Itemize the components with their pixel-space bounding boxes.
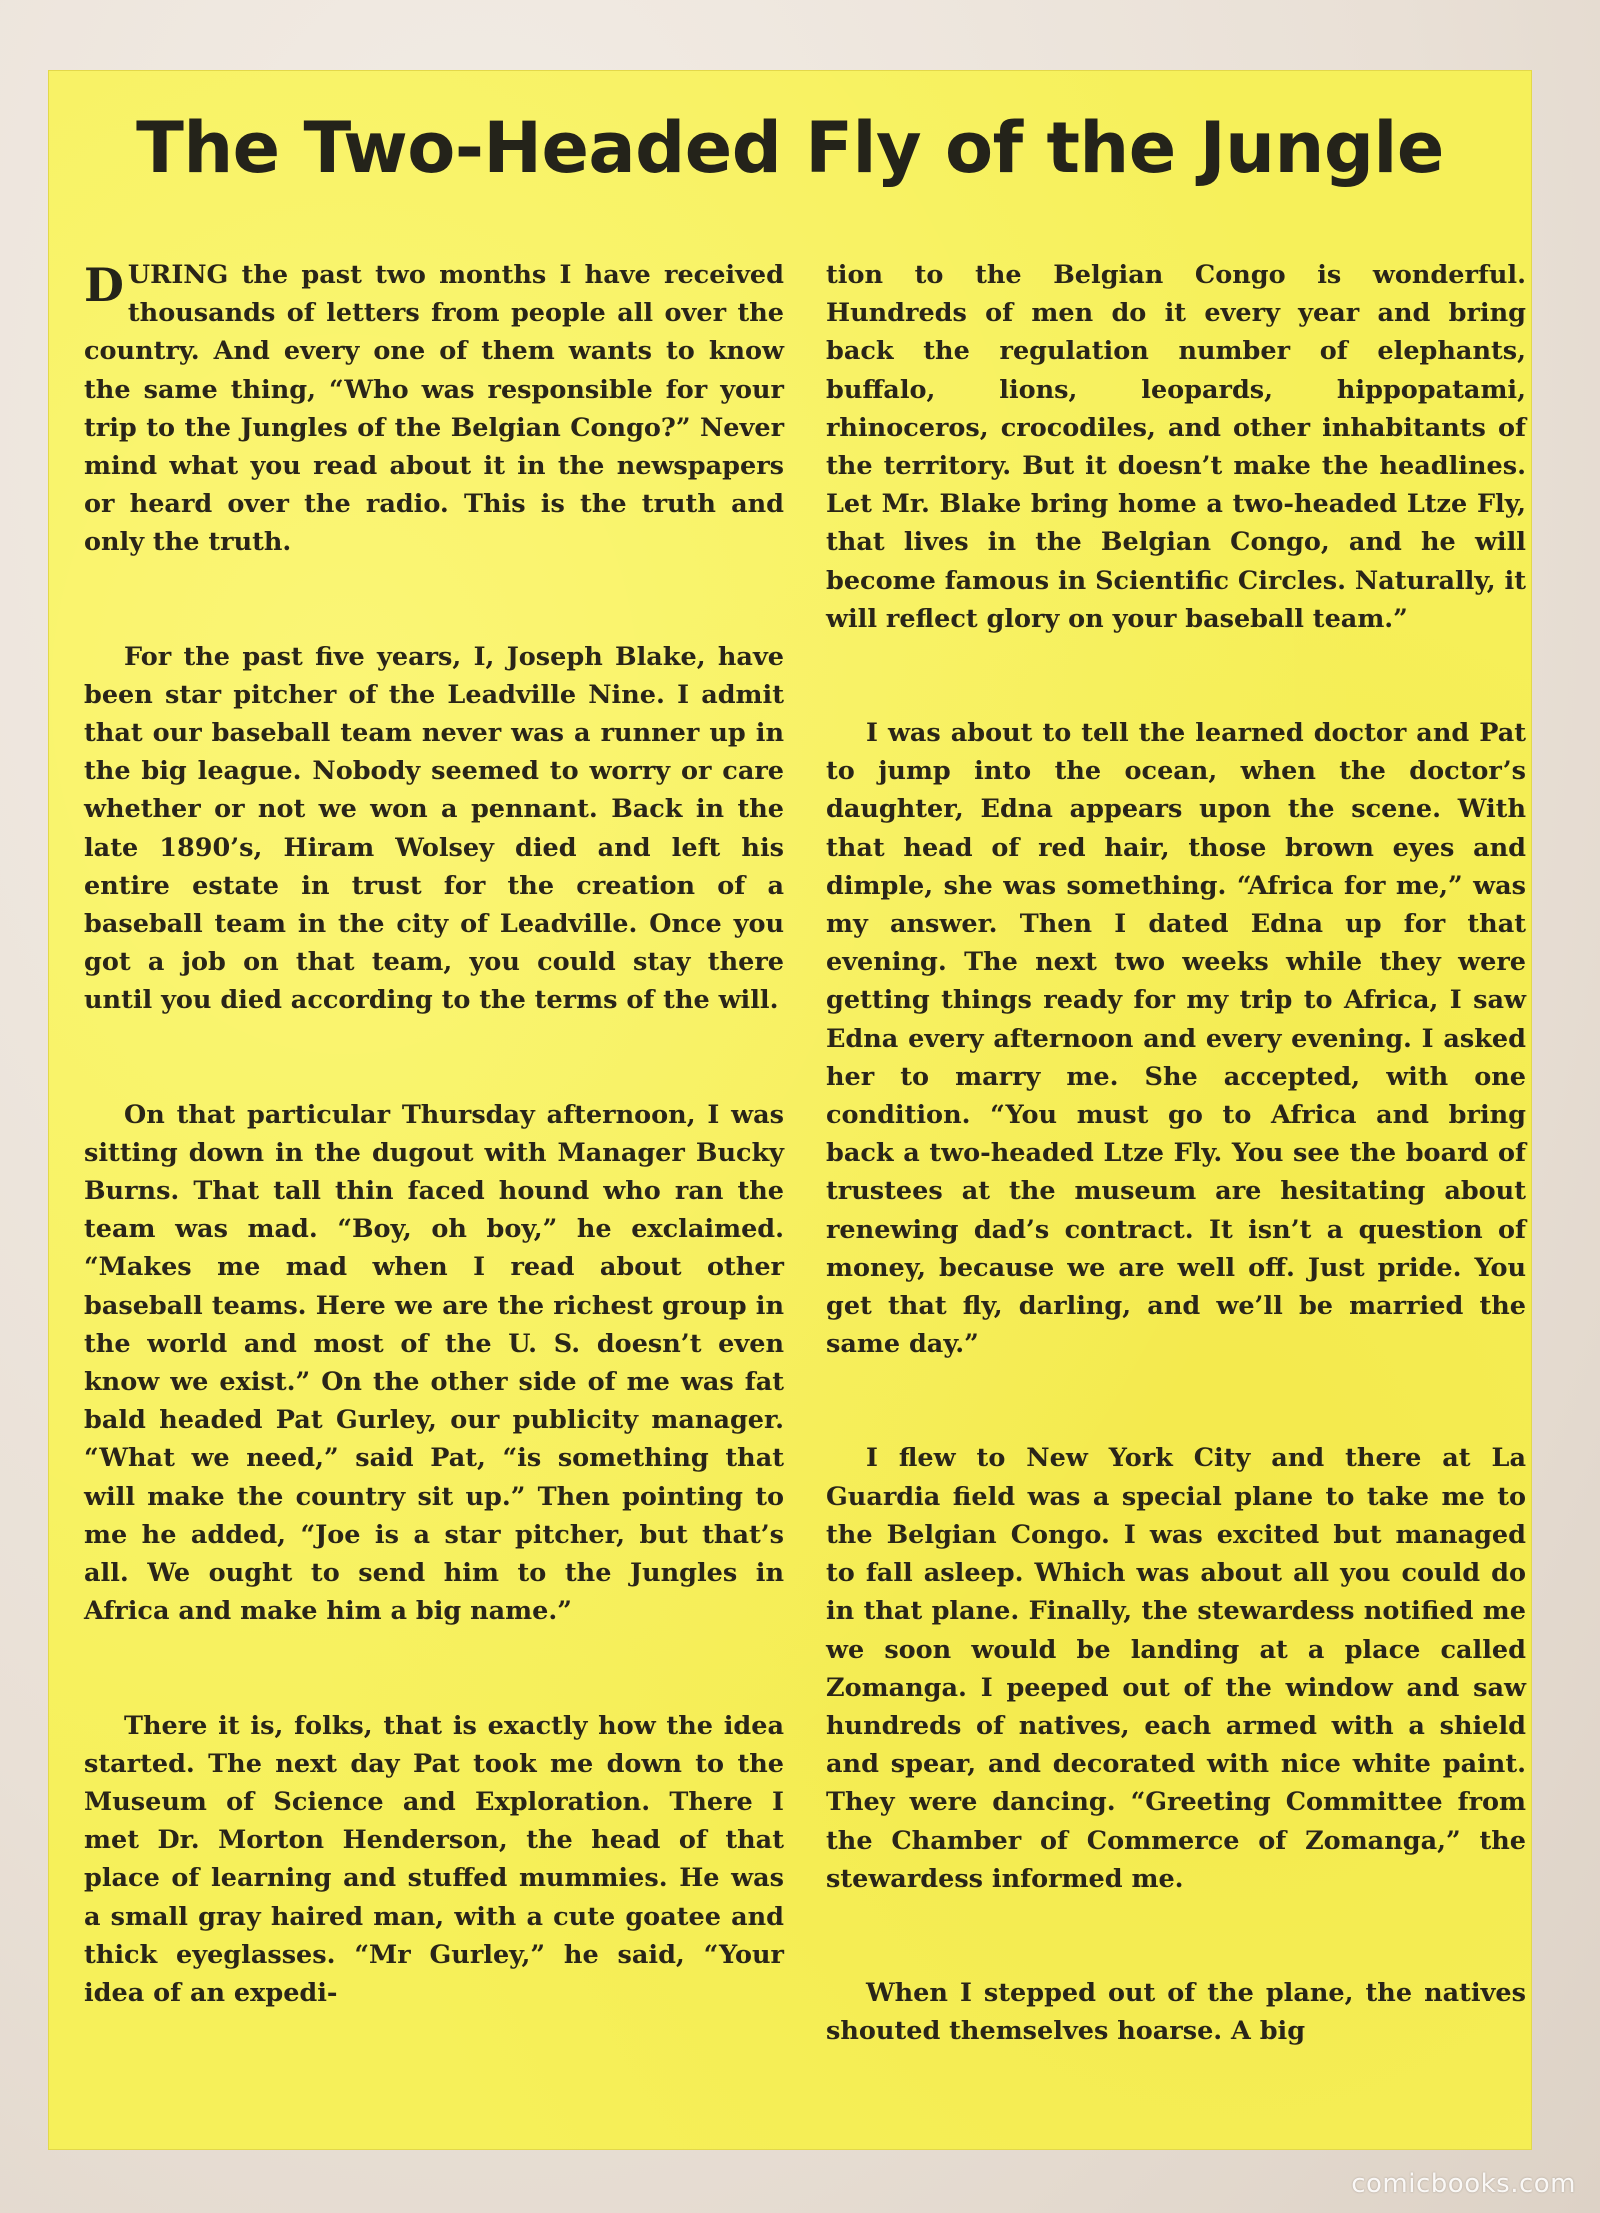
paragraph: There it is, folks, that is exactly how the idea started. The next day Pat took me down to the Museum of Science and Exploration. There I met Dr. Morton Henderson, the head of that place of learning and stuffed mummies. He was a small gray haired man, with a cute goatee and thick eyeglasses. “Mr Gurley,” he said, “Your idea of an expedi-: [84, 1710, 784, 2008]
paragraph: [84, 256, 784, 562]
story-panel: [48, 70, 1532, 2150]
paragraph: When I stepped out of the plane, the natives shouted themselves hoarse. A big: [826, 1977, 1526, 2047]
paragraph-text: the past two months I have received thousands of letters from people all over the country. And every one of them wants to know the same thing, “Who was responsible for your trip to the Jungles of the Belgian Congo?” Never mind what you read about it in the newspapers or heard over the radio. This is the truth and only the truth.: [84, 260, 784, 558]
paragraph: For the past five years, I, Joseph Blake, have been star pitcher of the Leadville Nine. I admit that our baseball team never was a runner up in the big league. Nobody seemed to worry or care whether or not we won a pennant. Back in the late 1890’s, Hiram Wolsey died and left his entire estate in trust for the creation of a baseball team in the city of Leadville. Once you got a job on that team, you could stay there until you died according to the terms of the will.: [84, 641, 784, 1016]
first-word: URING: [127, 260, 229, 290]
paragraph: tion to the Belgian Congo is wonderful. Hundreds of men do it every year and bring back the regulation number of elephants, buffalo, lions, leopards, hippopatami, rhinoceros, crocodiles, and other inhabitants of the territory. But it doesn’t make the headlines. Let Mr. Blake bring home a two-headed Ltze Fly, that lives in the Belgian Congo, and he will become famous in Scientific Circles. Naturally, it will reflect glory on your baseball team.”: [826, 260, 1526, 634]
paragraph: I was about to tell the learned doctor and Pat to jump into the ocean, when the doctor’s daughter, Edna appears upon the scene. With that head of red hair, those brown eyes and dimple, she was something. “Africa for me,” was my answer. Then I dated Edna up for that evening. The next two weeks while they were getting things ready for my trip to Africa, I saw Edna every afternoon and every evening. I asked her to marry me. She accepted, with one condition. “You must go to Africa and bring back a two-headed Ltze Fly. You see the board of trustees at the museum are hesitating about renewing dad’s contract. It isn’t a question of money, because we are well off. Just pride. You get that fly, darling, and we’ll be married the same day.”: [826, 718, 1526, 1360]
paragraph: I flew to New York City and there at La Guardia field was a special plane to take me to the Belgian Congo. I was excited but managed to fall asleep. Which was about all you could do in that plane. Finally, the stewardess notified me we soon would be landing at a place called Zomanga. I peeped out of the window and saw hundreds of natives, each armed with a shield and spear, and decorated with nice white paint. They were dancing. “Greeting Committee from the Chamber of Commerce of Zomanga,” the stewardess informed me.: [826, 1443, 1526, 1894]
story-title: The Two-Headed Fly of the Jungle: [136, 107, 1444, 189]
right-column: [826, 256, 1526, 2050]
paragraph: On that particular Thursday afternoon, I was sitting down in the dugout with Manager Bucky Burns. That tall thin faced hound who ran the team was mad. “Boy, oh boy,” he exclaimed. “Makes me mad when I read about other baseball teams. Here we are the richest group in the world and most of the U. S. doesn’t even know we exist.” On the other side of me was fat bald headed Pat Gurley, our publicity manager. “What we need,” said Pat, “is something that will make the country sit up.” Then pointing to me he added, “Joe is a star pitcher, but that’s all. We ought to send him to the Jungles in Africa and make him a big name.”: [84, 1099, 784, 1627]
drop-cap: D: [84, 258, 124, 312]
left-column: [84, 256, 784, 2012]
site-watermark: comicbooks.com: [1351, 2169, 1576, 2199]
